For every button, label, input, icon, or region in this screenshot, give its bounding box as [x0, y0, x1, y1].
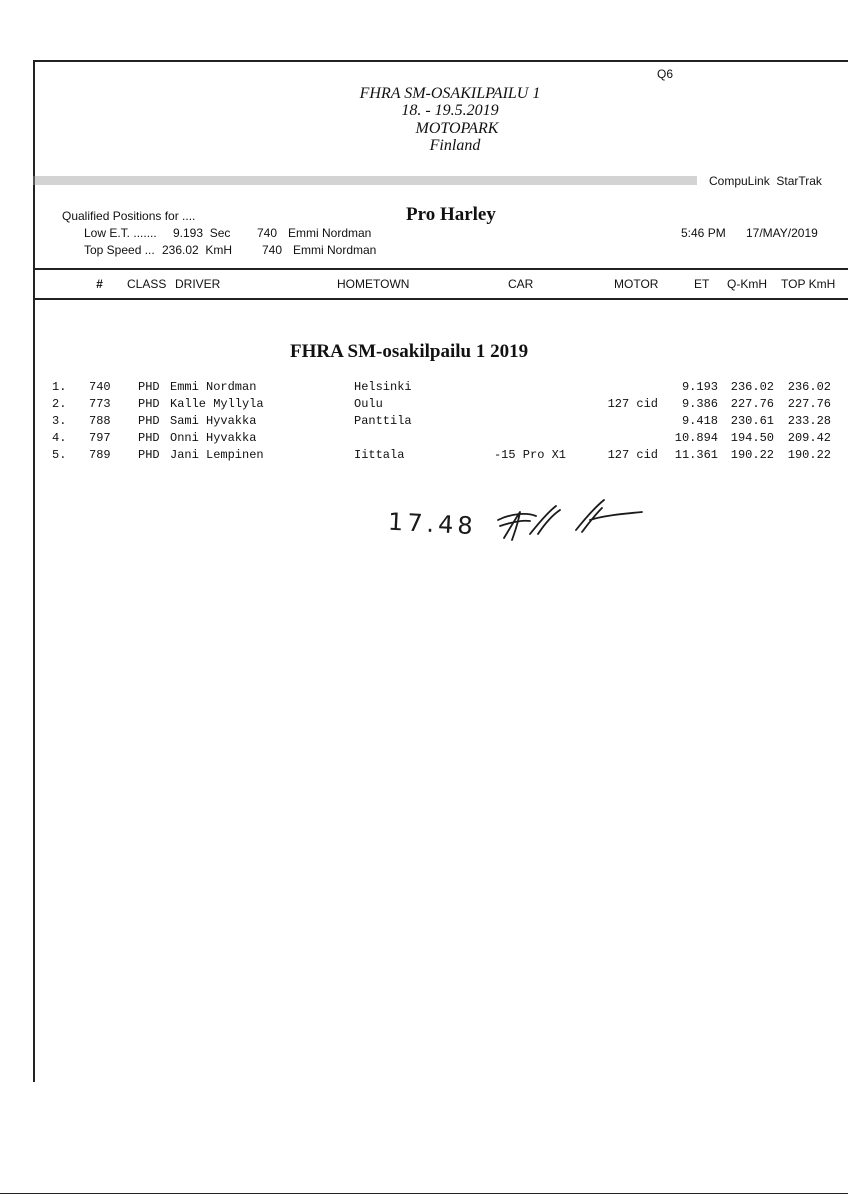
- row-motor: 127 cid: [607, 397, 658, 411]
- row-et: 9.386: [681, 397, 718, 411]
- low-et-car: 740: [257, 226, 278, 240]
- row-driver: Jani Lempinen: [170, 448, 264, 462]
- table-row: [0, 448, 848, 465]
- event-venue: MOTOPARK: [415, 120, 499, 137]
- top-speed-car: 740: [262, 243, 283, 257]
- row-topkmh: 227.76: [787, 397, 831, 411]
- page-bottom-rule: [0, 1193, 848, 1194]
- row-car: -15 Pro X1: [493, 448, 566, 462]
- event-name: FHRA SM-OSAKILPAILU 1: [359, 85, 541, 102]
- header-divider-top: [33, 268, 848, 270]
- event-country: Finland: [429, 137, 481, 154]
- header-divider-bottom: [33, 298, 848, 300]
- row-position: 3.: [52, 414, 67, 428]
- report-date: 17/MAY/2019: [746, 226, 818, 240]
- row-motor: 127 cid: [607, 448, 658, 462]
- row-car-number: 773: [89, 397, 111, 411]
- row-qkmh: 194.50: [730, 431, 774, 445]
- col-motor: MOTOR: [614, 277, 659, 291]
- row-qkmh: 227.76: [730, 397, 774, 411]
- table-row: [0, 380, 848, 397]
- col-qkmh: Q-KmH: [727, 277, 767, 291]
- row-hometown: Helsinki: [354, 380, 412, 394]
- row-class: PHD: [138, 380, 160, 394]
- row-car-number: 788: [89, 414, 111, 428]
- col-num: #: [96, 277, 103, 291]
- row-hometown: Panttila: [354, 414, 412, 428]
- results-title: FHRA SM-osakilpailu 1 2019: [290, 341, 529, 362]
- event-dates: 18. - 19.5.2019: [401, 102, 499, 119]
- row-driver: Emmi Nordman: [170, 380, 257, 394]
- frame-left-border: [33, 60, 35, 1082]
- dotted-separator: [33, 176, 697, 185]
- row-position: 1.: [52, 380, 67, 394]
- table-row: [0, 414, 848, 431]
- row-qkmh: 230.61: [730, 414, 774, 428]
- col-hometown: HOMETOWN: [337, 277, 410, 291]
- table-row: [0, 397, 848, 414]
- row-driver: Kalle Myllyla: [170, 397, 264, 411]
- row-et: 9.418: [681, 414, 718, 428]
- row-car-number: 789: [89, 448, 111, 462]
- col-car: CAR: [508, 277, 534, 291]
- qualified-heading: Qualified Positions for ....: [62, 209, 196, 223]
- row-class: PHD: [138, 397, 160, 411]
- low-et-value: 9.193 Sec: [173, 226, 231, 240]
- row-hometown: Iittala: [354, 448, 405, 462]
- row-driver: Sami Hyvakka: [170, 414, 257, 428]
- low-et-label: Low E.T. .......: [84, 226, 157, 240]
- system-label: CompuLink StarTrak: [709, 174, 822, 188]
- row-topkmh: 233.28: [787, 414, 831, 428]
- row-hometown: Oulu: [354, 397, 383, 411]
- row-et: 11.361: [674, 448, 718, 462]
- row-driver: Onni Hyvakka: [170, 431, 257, 445]
- row-class: PHD: [138, 431, 160, 445]
- col-class: CLASS: [127, 277, 167, 291]
- row-position: 5.: [52, 448, 67, 462]
- col-et: ET: [694, 277, 710, 291]
- row-topkmh: 209.42: [787, 431, 831, 445]
- class-title: Pro Harley: [406, 204, 496, 225]
- row-car-number: 740: [89, 380, 111, 394]
- row-position: 2.: [52, 397, 67, 411]
- row-topkmh: 190.22: [787, 448, 831, 462]
- top-speed-driver: Emmi Nordman: [293, 243, 377, 257]
- top-speed-value: 236.02 KmH: [162, 243, 233, 257]
- table-row: [0, 431, 848, 448]
- row-position: 4.: [52, 431, 67, 445]
- row-class: PHD: [138, 414, 160, 428]
- frame-top-border: [33, 60, 848, 62]
- signature-scribble: [380, 490, 660, 550]
- row-qkmh: 190.22: [730, 448, 774, 462]
- session-tag: Q6: [657, 67, 674, 81]
- low-et-driver: Emmi Nordman: [288, 226, 372, 240]
- row-class: PHD: [138, 448, 160, 462]
- handwritten-time: 17.48: [387, 507, 478, 541]
- row-qkmh: 236.02: [730, 380, 774, 394]
- top-speed-label: Top Speed ...: [84, 243, 155, 257]
- row-car-number: 797: [89, 431, 111, 445]
- col-driver: DRIVER: [175, 277, 221, 291]
- col-topkmh: TOP KmH: [781, 277, 836, 291]
- row-et: 10.894: [674, 431, 718, 445]
- report-time: 5:46 PM: [681, 226, 726, 240]
- row-et: 9.193: [681, 380, 718, 394]
- row-topkmh: 236.02: [787, 380, 831, 394]
